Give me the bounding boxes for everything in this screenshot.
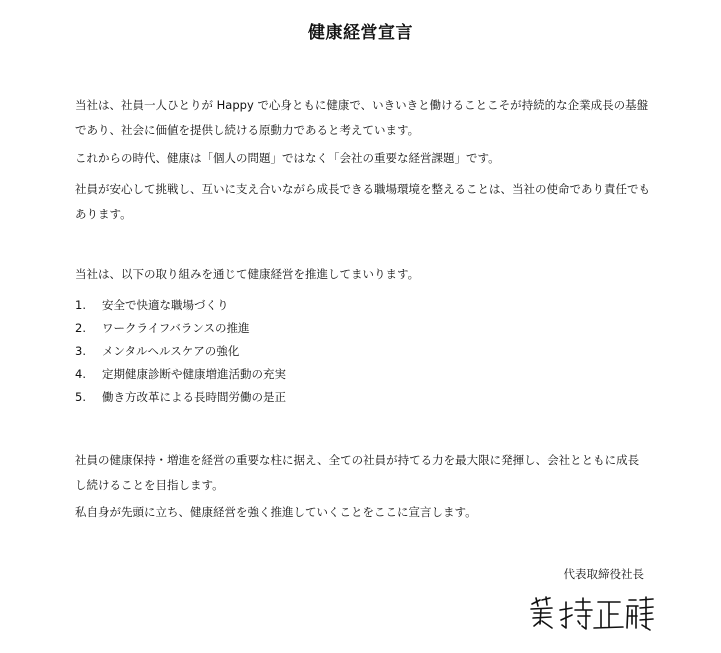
list-item-text: 働き方改革による長時間労働の是正 [102, 390, 286, 404]
paragraph-declaration: 私自身が先頭に立ち、健康経営を強く推進していくことをここに宣言します。 [75, 505, 477, 519]
list-item-number: 2. [75, 321, 86, 335]
list-item [75, 386, 286, 409]
list-item [75, 340, 286, 363]
signer-title: 代表取締役社長 [563, 567, 644, 581]
paragraph-mission: 社員が安心して挑戦し、互いに支え合いながら成長できる職場環境を整えることは、当社の使命であり責任でもあります。 [75, 182, 650, 221]
list-item-text: 安全で快適な職場づくり [102, 298, 229, 312]
list-item [75, 363, 286, 386]
paragraph-commitment: 社員の健康保持・増進を経営の重要な柱に据え、全ての社員が持てる力を最大限に発揮し、会社とともに成長し続けることを目指します。 [75, 453, 640, 492]
list-item-number: 5. [75, 390, 86, 404]
handwritten-signature [528, 594, 656, 634]
list-item-text: ワークライフバランスの推進 [102, 321, 250, 335]
list-item [75, 294, 286, 317]
list-item-number: 1. [75, 298, 86, 312]
list-item-number: 3. [75, 344, 86, 358]
initiatives-list [75, 294, 286, 409]
paragraph-intro: 当社は、社員一人ひとりが Happy で心身ともに健康で、いきいきと働けることこそが持続的な企業成長の基盤であり、社会に価値を提供し続ける原動力であると考えています。 [75, 98, 649, 137]
list-item-number: 4. [75, 367, 86, 381]
paragraph-initiatives-intro: 当社は、以下の取り組みを通じて健康経営を推進してまいります。 [75, 267, 420, 281]
paragraph-health-importance: これからの時代、健康は「個人の問題」ではなく「会社の重要な経営課題」です。 [75, 151, 500, 165]
list-item [75, 317, 286, 340]
list-item-text: メンタルヘルスケアの強化 [102, 344, 240, 358]
document-title: 健康経営宣言 [308, 23, 413, 43]
list-item-text: 定期健康診断や健康増進活動の充実 [102, 367, 286, 381]
